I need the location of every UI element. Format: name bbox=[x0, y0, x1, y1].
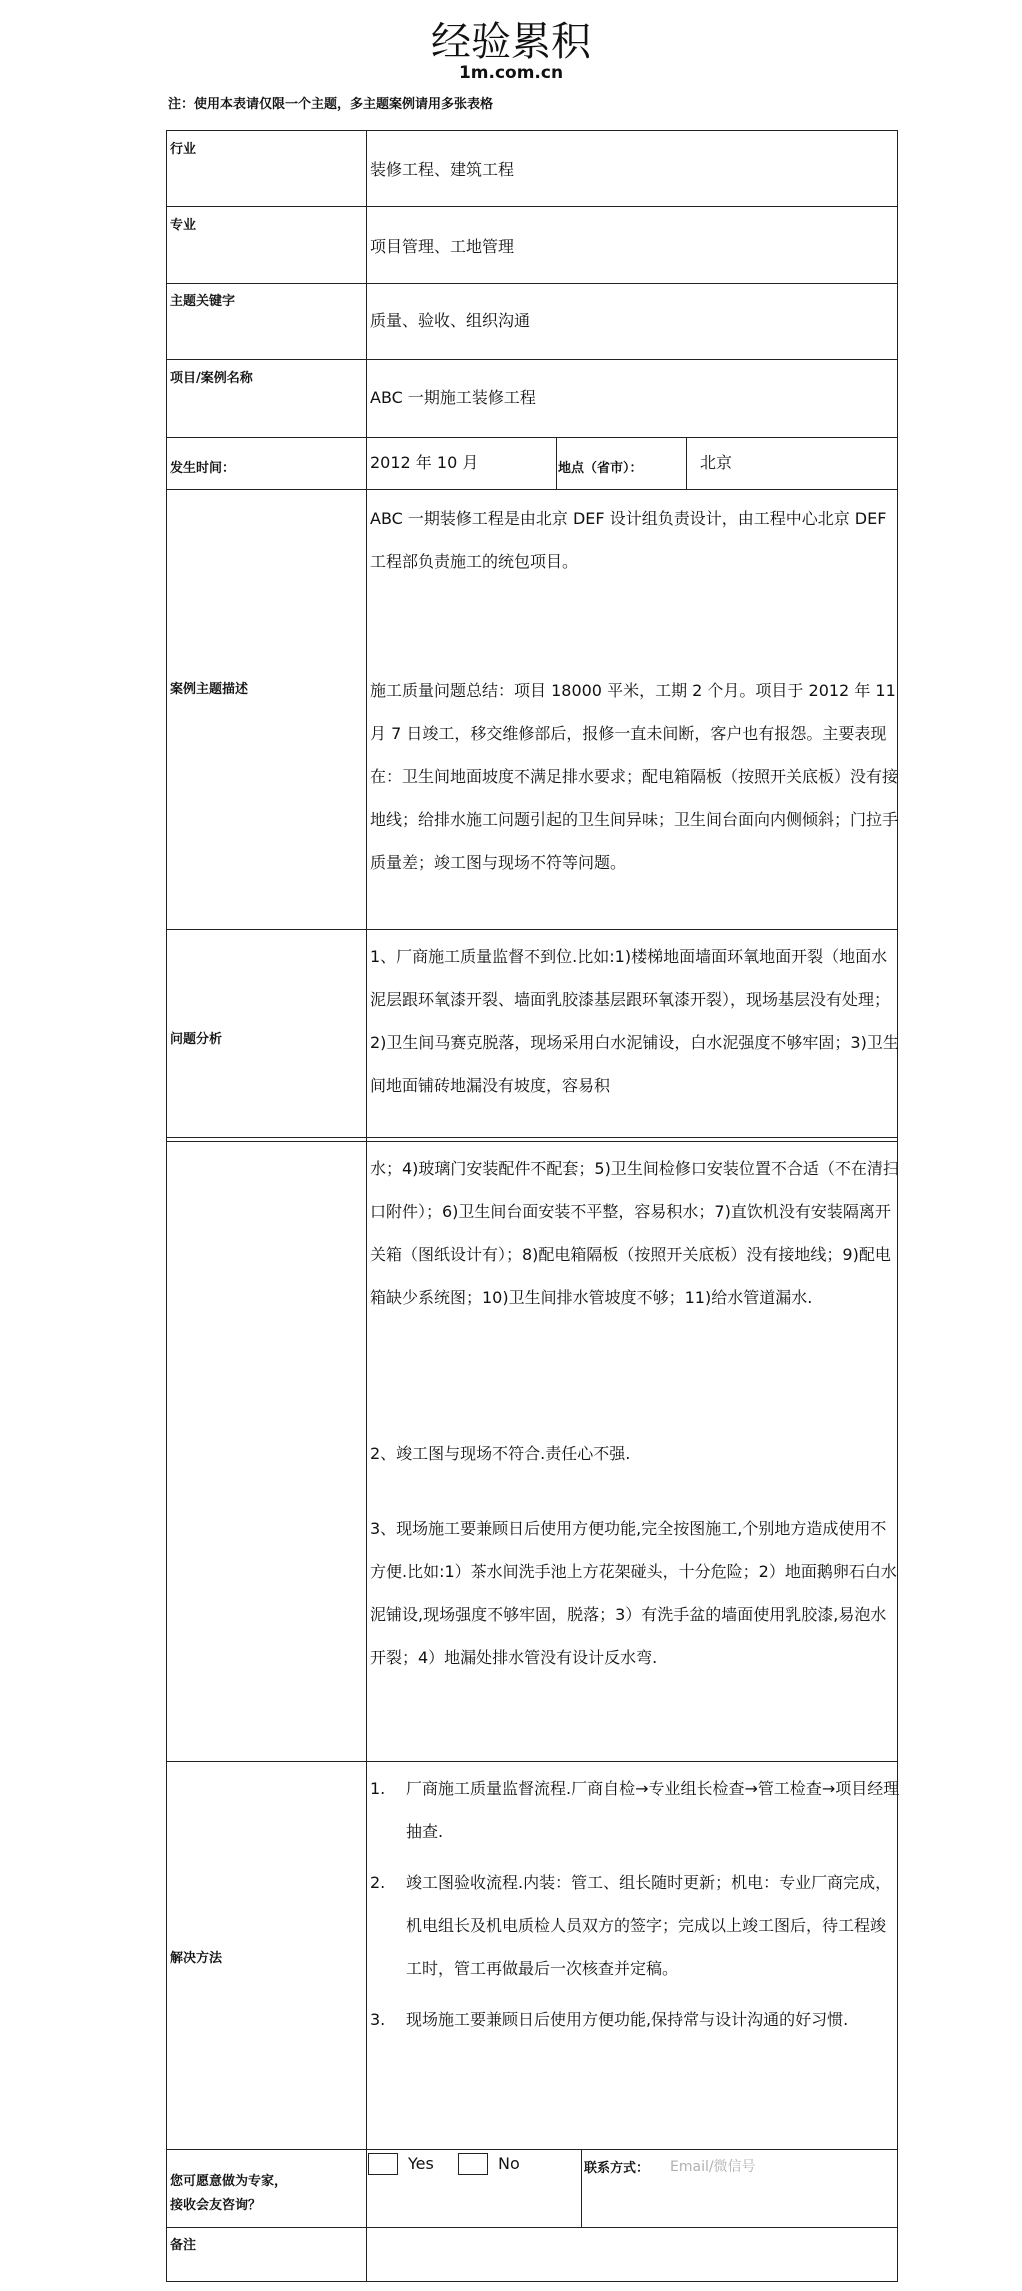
list-number: 1. bbox=[370, 1779, 386, 1798]
remarks-label: 备注 bbox=[170, 2238, 197, 2253]
row-line-analysis-a bbox=[166, 1137, 898, 1138]
list-item bbox=[370, 1861, 900, 1990]
project-label: 项目/案例名称 bbox=[170, 371, 253, 386]
yes-label: Yes bbox=[408, 2154, 434, 2173]
expert-label: 您可愿意做为专家， bbox=[170, 2174, 288, 2189]
keywords-label: 主题关键字 bbox=[170, 294, 236, 309]
row-line-description bbox=[166, 929, 898, 930]
contact-label: 联系方式： bbox=[584, 2161, 650, 2176]
description-label: 案例主题描述 bbox=[170, 682, 249, 697]
list-text: 现场施工要兼顾日后使用方便功能,保持常与设计沟通的好习惯. bbox=[406, 2010, 849, 2029]
label-column-divider bbox=[366, 130, 367, 2281]
time-value: 2012 年 10 月 bbox=[370, 453, 479, 472]
table-border-left bbox=[166, 130, 167, 2281]
document-subtitle: 1m.com.cn bbox=[458, 63, 564, 83]
list-item bbox=[370, 1998, 900, 2041]
project-value: ABC 一期施工装修工程 bbox=[370, 388, 536, 407]
industry-label: 行业 bbox=[170, 142, 197, 157]
row-line-industry bbox=[166, 206, 898, 207]
list-text: 竣工图验收流程.内装：管工、组长随时更新；机电：专业厂商完成，机电组长及机电质检人员双方的签字；完成以上竣工图后，待工程竣工时，管工再做最后一次核查并定稿。 bbox=[406, 1873, 892, 1978]
row-line-project bbox=[166, 437, 898, 438]
contact-field[interactable]: Email/微信号 bbox=[670, 2159, 756, 2175]
no-label: No bbox=[498, 2154, 520, 2173]
location-label: 地点（省市）： bbox=[558, 461, 643, 476]
time-row-divider-1 bbox=[556, 437, 557, 489]
row-line-top bbox=[166, 130, 898, 131]
remarks-field[interactable] bbox=[368, 2229, 896, 2280]
list-number: 3. bbox=[370, 2010, 386, 2029]
description-paragraph: ABC 一期装修工程是由北京 DEF 设计组负责设计，由工程中心北京 DEF 工程部负责施工的统包项目。 bbox=[370, 509, 887, 571]
row-line-analysis-b bbox=[166, 1141, 898, 1142]
solution-label: 解决方法 bbox=[170, 1951, 223, 1966]
row-line-solution bbox=[166, 2149, 898, 2150]
expert-row-divider bbox=[581, 2149, 582, 2227]
specialty-value: 项目管理、工地管理 bbox=[370, 237, 515, 256]
location-value: 北京 bbox=[700, 453, 733, 472]
keywords-value: 质量、验收、组织沟通 bbox=[370, 311, 531, 330]
analysis-paragraph: 2、竣工图与现场不符合.责任心不强. bbox=[370, 1444, 631, 1463]
usage-note: 注：使用本表请仅限一个主题，多主题案例请用多张表格 bbox=[168, 97, 494, 112]
row-line-keywords bbox=[166, 359, 898, 360]
analysis-label: 问题分析 bbox=[170, 1032, 223, 1047]
row-line-expert bbox=[166, 2227, 898, 2228]
row-line-time bbox=[166, 489, 898, 490]
yes-checkbox[interactable] bbox=[368, 2153, 398, 2175]
list-item bbox=[370, 1767, 900, 1853]
analysis-paragraph: 水；4)玻璃门安装配件不配套；5)卫生间检修口安装位置不合适（不在清扫口附件）；6)卫生间台面安装不平整，容易积水；7)直饮机没有安装隔离开关箱（图纸设计有）；8)配电箱隔板（按照开关底板）没有接地线；9)配电箱缺少系统图；10)卫生间排水管坡度不够；11)给水管道漏水. bbox=[370, 1159, 899, 1307]
industry-value: 装修工程、建筑工程 bbox=[370, 160, 515, 179]
analysis-paragraph: 1、厂商施工质量监督不到位.比如:1)楼梯地面墙面环氧地面开裂（地面水泥层跟环氧漆开裂、墙面乳胶漆基层跟环氧漆开裂），现场基层没有处理；2)卫生间马赛克脱落，现场采用白水泥铺设，白水泥强度不够牢固；3)卫生间地面铺砖地漏没有坡度，容易积 bbox=[370, 947, 899, 1095]
specialty-label: 专业 bbox=[170, 218, 197, 233]
analysis-paragraph: 3、现场施工要兼顾日后使用方便功能,完全按图施工,个别地方造成使用不方便.比如:1）茶水间洗手池上方花架碰头，十分危险；2）地面鹅卵石白水泥铺设,现场强度不够牢固，脱落；3）有洗手盆的墙面使用乳胶漆,易泡水开裂；4）地漏处排水管没有设计反水弯. bbox=[370, 1519, 897, 1667]
row-line-analysis-end bbox=[166, 1761, 898, 1762]
list-text: 厂商施工质量监督流程.厂商自检→专业组长检查→管工检查→项目经理抽查. bbox=[406, 1779, 900, 1841]
solution-list bbox=[370, 1767, 900, 2041]
list-number: 2. bbox=[370, 1873, 386, 1892]
row-line-specialty bbox=[166, 283, 898, 284]
no-checkbox[interactable] bbox=[458, 2153, 488, 2175]
description-paragraph: 施工质量问题总结：项目 18000 平米，工期 2 个月。项目于 2012 年 11 月 7 日竣工，移交维修部后，报修一直未间断，客户也有报怨。主要表现在：卫生间地面坡度不满足排水要求；配电箱隔板（按照开关底板）没有接地线；给排水施工问题引起的卫生间异味；卫生间台面向内侧倾斜；门拉手质量差；竣工图与现场不符等问题。 bbox=[370, 681, 899, 872]
time-row-divider-2 bbox=[686, 437, 687, 489]
row-line-bottom bbox=[166, 2281, 898, 2282]
expert-label: 接收会友咨询？ bbox=[170, 2198, 262, 2213]
document-title: 经验累积 bbox=[431, 19, 591, 65]
time-label: 发生时间： bbox=[170, 461, 236, 476]
